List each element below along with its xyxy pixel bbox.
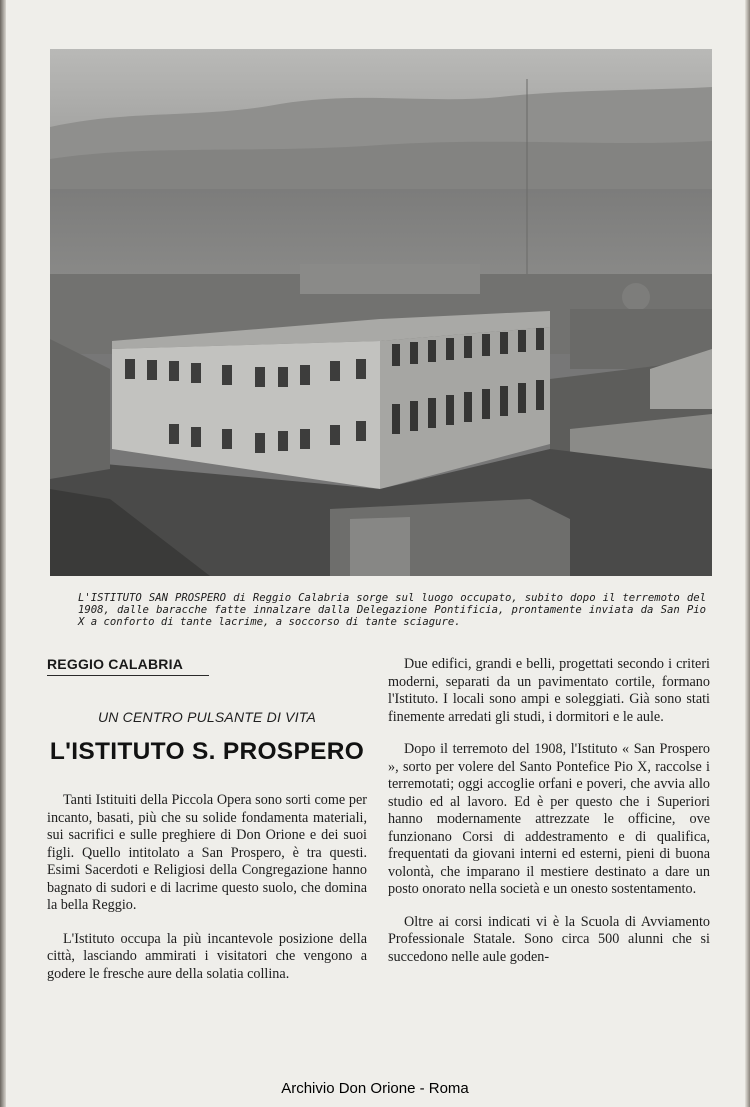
article-title: L'ISTITUTO S. PROSPERO: [49, 738, 365, 765]
body-paragraph: Due edifici, grandi e belli, progettati secondo i criteri moderni, separati da un pavimentato cortile, formano l'Istituto. I locali sono ampi e soleggiati. Già sono stati finemente arredati gli studi, i dormitori e le aule.: [388, 656, 710, 725]
article-subtitle: UN CENTRO PULSANTE DI VITA: [97, 709, 317, 725]
body-paragraph: Tanti Istituiti della Piccola Opera sono sorti come per incanto, basati, più che su solide fondamenta materiali, sui sacrifici e sulle preghiere di Don Orione e dei suoi figli. Quello intitolato a San Prospero, è tra questi. Esimi Sacerdoti e Religiosi della Congregazione hanno bagnato di sudori e di lacrime questo suolo, che domina la bella Reggio.: [47, 792, 367, 913]
section-label: REGGIO CALABRIA: [47, 656, 209, 676]
photo-institute-building-icon: [50, 49, 712, 576]
photo-caption: L'ISTITUTO SAN PROSPERO di Reggio Calabria sorge sul luogo occupato, subito dopo il terremoto del 1908, dalle baracche fatte innalzare dalla Delegazione Pontificia, prontamente inviata da San Pio X a conforto di tante lacrime, a soccorso di tante sciagure.: [78, 592, 706, 628]
institute-photo: [50, 49, 712, 576]
article-left-column: [47, 656, 367, 983]
body-paragraph: Dopo il terremoto del 1908, l'Istituto « San Prospero », sorto per volere del Santo Pontefice Pio X, raccolse i terremotati; oggi accoglie orfani e poveri, che avvia allo studio ed al lavoro. Ed è per questo che i Superiori hanno modernamente attrezzate le officine, ove funzionano Corsi di addestramento e di qualifica, frequentati da giovani interni ed esterni, pieni di buona volontà, che imparano il mestiere destinato a dare un posto onorato nella società e un onesto sostentamento.: [388, 741, 710, 897]
body-paragraph: Oltre ai corsi indicati vi è la Scuola di Avviamento Professionale Statale. Sono circa 500 alunni che si succedono nelle aule goden-: [388, 913, 710, 965]
article-right-column: [388, 656, 710, 966]
page-edge: [745, 0, 750, 1107]
archive-footer: Archivio Don Orione - Roma: [281, 1080, 469, 1097]
body-paragraph: L'Istituto occupa la più incantevole posizione della città, lasciando ammirati i visitatori che vengono a godere le fresche aure della solatia collina.: [47, 930, 367, 982]
binding-edge: [0, 0, 6, 1107]
